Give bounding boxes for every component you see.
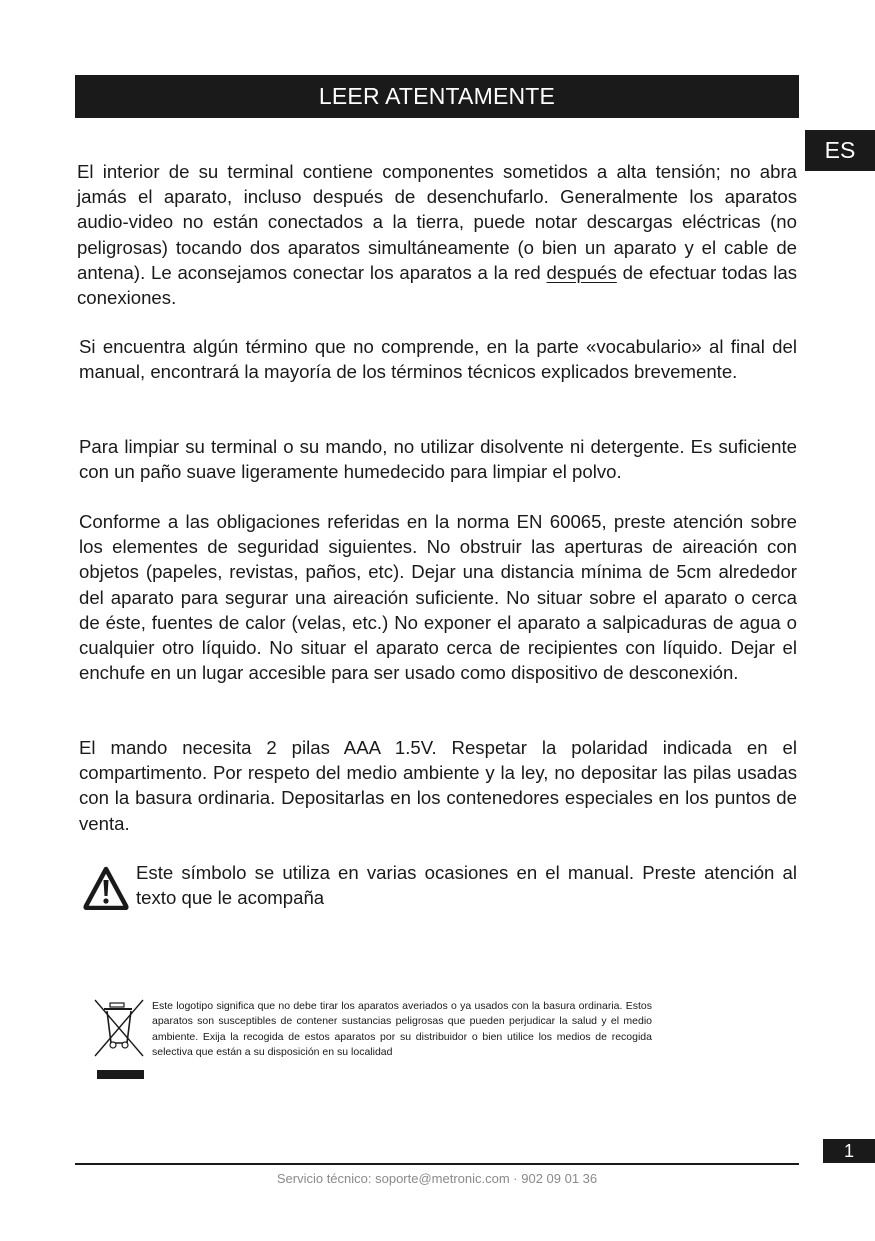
footer-divider <box>75 1163 799 1165</box>
paragraph-cleaning: Para limpiar su terminal o su mando, no utilizar disolvente ni detergente. Es suficiente con un paño suave ligeramente humedecido para limpiar el polvo. <box>79 436 797 483</box>
crossed-bin-icon <box>94 997 144 1059</box>
page-title: LEER ATENTAMENTE <box>75 75 799 118</box>
paragraph-high-voltage-text: El interior de su terminal contiene componentes sometidos a alta tensión; no abra jamás el aparato, incluso después de desenchufarlo. Generalmente los aparatos audio-video no están conectados a la tierra, puede notar descargas eléctricas (no peligrosas) tocando dos aparatos simultáneamente (o bien un aparato y el cable de antena). Le aconsejamos conectar los aparatos a la red <box>77 161 797 283</box>
warning-text: Este símbolo se utiliza en varias ocasiones en el manual. Preste atención al texto que le acompaña <box>136 862 797 909</box>
weee-text: Este logotipo significa que no debe tirar los aparatos averiados o ya usados con la basura ordinaria. Estos aparatos son susceptibles de contener sustancias peligrosas que pueden perjudicar la salud y el medio ambiente. Exija la recogida de estos aparatos por su distribuidor o bien utilice los medios de recogida selectiva que están a su disposición en su localidad <box>152 1000 652 1058</box>
weee-bar <box>97 1070 144 1079</box>
paragraph-high-voltage <box>77 159 797 310</box>
paragraph-safety: Conforme a las obligaciones referidas en la norma EN 60065, preste atención sobre los elementes de seguridad siguientes. No obstruir las aperturas de aireación con objetos (papeles, revistas, paños, etc). Dejar una distancia mínima de 5cm alrededor del aparato para segurar una aireación suficiente. No situar sobre el aparato o cerca de éste, fuentes de calor (velas, etc.) No exponer el aparato a salpicaduras de agua o cualquier otro líquido. No situar el aparato cerca de recipientes con líquido. Dejar el enchufe en un lugar accesible para ser usado como dispositivo de desconexión. <box>79 511 797 684</box>
paragraph-vocabulary: Si encuentra algún término que no comprende, en la parte «vocabulario» al final del manual, encontrará la mayoría de los términos técnicos explicados brevemente. <box>79 336 797 383</box>
paragraph-batteries: El mando necesita 2 pilas AAA 1.5V. Respetar la polaridad indicada en el compartimento. Por respeto del medio ambiente y la ley, no depositar las pilas usadas con la basura ordinaria. Depositarlas en los contenedores especiales en los puntos de venta. <box>79 737 797 834</box>
service-contact: Servicio técnico: soporte@metronic.com · 902 09 01 36 <box>276 1171 598 1186</box>
paragraph-high-voltage-tail: de efectuar todas las conexiones. <box>77 261 797 309</box>
page-number: 1 <box>823 1139 875 1163</box>
underlined-word: después <box>546 261 617 283</box>
warning-triangle-icon <box>83 866 129 910</box>
language-tab: ES <box>805 130 875 171</box>
